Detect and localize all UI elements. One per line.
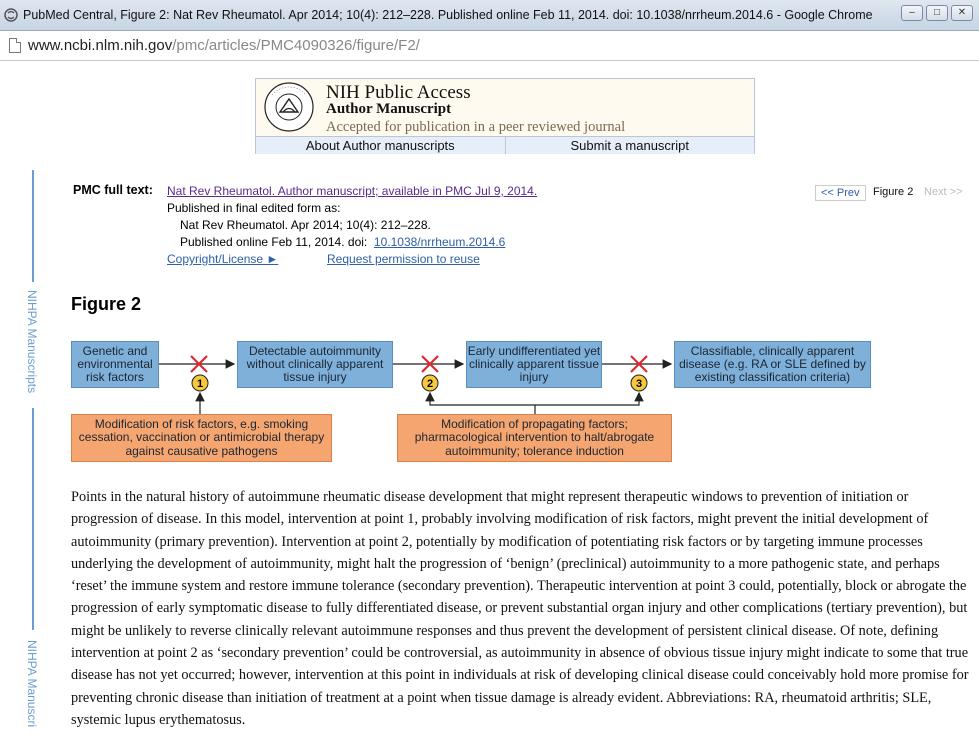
published-online-line [180, 235, 505, 249]
figure-heading: Figure 2 [71, 294, 142, 314]
point-1-label: 1 [196, 378, 204, 390]
next-figure-button[interactable]: Next >> [924, 186, 963, 198]
close-button[interactable]: ✕ [951, 5, 973, 21]
box-modify-risk-factors: Modification of risk factors, e.g. smoking cessation, vaccination or antimicrobial therapy against causative pathogens [71, 414, 332, 462]
journal-issue-line: Nat Rev Rheumatol. Apr 2014; 10(4): 212–228. [180, 218, 431, 232]
journal-manuscript-link[interactable]: Nat Rev Rheumatol. Author manuscript; available in PMC Jul 9, 2014. [167, 184, 538, 198]
box-genetic-risk-factors: Genetic and environmental risk factors [71, 341, 159, 388]
figure-caption: Points in the natural history of autoimmune rheumatic disease development that might represent therapeutic windows to prevention of initiation or progression of disease. In this model, intervention at point 1, probably involving modification of risk factors, might prevent the initial development of autoimmunity (primary prevention). Intervention at point 2, potentially by modification of potentiating risk factors or by targeting immune processes underlying the development of autoimmunity, might halt the progression of ‘benign’ (preclinical) autoimmunity to a more pathogenic state, and perhaps ‘reset’ the immune system and restore immune tolerance (secondary prevention). Therapeutic intervention at point 3 could, potentially, block or abrogate the progression of early symptomatic disease to fully differentiated disease, or prevent substantial organ injury and other complications (tertiary prevention), but might be unlikely to reverse clinically relevant autoimmune responses and thus prevent the development of persistent clinical disease. Of note, defining intervention at point 2 as ‘secondary prevention’ could be controversial, as autoimmunity in absence of obvious tissue injury might indicate to some that true disease has not yet occurred; however, intervention at this point in individuals at risk of developing clinical disease could conceivably hold more promise for preventing chronic disease than initiation of treatment at a point when tissue damage is already evident. Abbreviations: RA, rheumatoid arthritis; SLE, systemic lupus erythematosus. [71, 489, 969, 728]
published-form-line: Published in final edited form as: [167, 201, 341, 215]
box-modify-propagating-factors: Modification of propagating factors; pharmacological intervention to halt/abrogate autoimmunity; tolerance induction [397, 414, 672, 462]
box-early-tissue-injury: Early undifferentiated yet clinically apparent tissue injury [466, 341, 602, 388]
banner-accepted-text: Accepted for publication in a peer reviewed journal [326, 119, 626, 135]
current-figure-label: Figure 2 [873, 186, 914, 198]
submit-manuscript-link[interactable]: Submit a manuscript [570, 138, 689, 153]
about-author-manuscripts-link[interactable]: About Author manuscripts [256, 137, 506, 154]
url-host: www.ncbi.nlm.nih.gov [28, 37, 173, 54]
doi-link[interactable]: 10.1038/nrrheum.2014.6 [373, 235, 506, 249]
nih-seal-logo [258, 81, 320, 133]
address-bar[interactable] [0, 31, 979, 61]
request-permission-link[interactable]: Request permission to reuse [327, 252, 480, 266]
pmc-favicon-icon [4, 8, 18, 22]
banner-subtitle: Author Manuscript [326, 101, 452, 117]
minimize-button[interactable]: – [901, 5, 923, 21]
url-text[interactable] [28, 37, 420, 54]
copyright-license-link[interactable]: Copyright/License ► [167, 252, 279, 266]
published-online-text: Published online Feb 11, 2014. doi: [180, 235, 368, 249]
window-title: PubMed Central, Figure 2: Nat Rev Rheumatol. Apr 2014; 10(4): 212–228. Published online Feb 11, 2014. doi: 10.1038/nrrheum.2014.6 - Google Chrome [23, 8, 873, 22]
prev-figure-button[interactable]: << Prev [815, 185, 866, 201]
banner-title: NIH Public Access [326, 82, 471, 103]
pmc-full-text-label: PMC full text: [73, 183, 153, 197]
rail-label-bottom: NIHPA Manuscri [25, 640, 39, 728]
window-titlebar [0, 0, 979, 31]
point-3-label: 3 [635, 378, 643, 390]
url-path: /pmc/articles/PMC4090326/figure/F2/ [172, 37, 420, 54]
rail-line-middle [32, 408, 34, 630]
page-icon [9, 38, 21, 53]
rail-line-top [32, 170, 34, 282]
nih-public-access-banner [255, 78, 755, 154]
box-detectable-autoimmunity: Detectable autoimmunity without clinically apparent tissue injury [237, 341, 393, 388]
point-2-label: 2 [426, 378, 434, 390]
box-classifiable-disease: Classifiable, clinically apparent disease (e.g. RA or SLE defined by existing classification criteria) [674, 341, 871, 388]
rail-label: NIHPA Manuscripts [25, 290, 39, 394]
restore-button[interactable]: □ [926, 5, 948, 21]
arrow-up-points-2-3 [430, 393, 639, 414]
